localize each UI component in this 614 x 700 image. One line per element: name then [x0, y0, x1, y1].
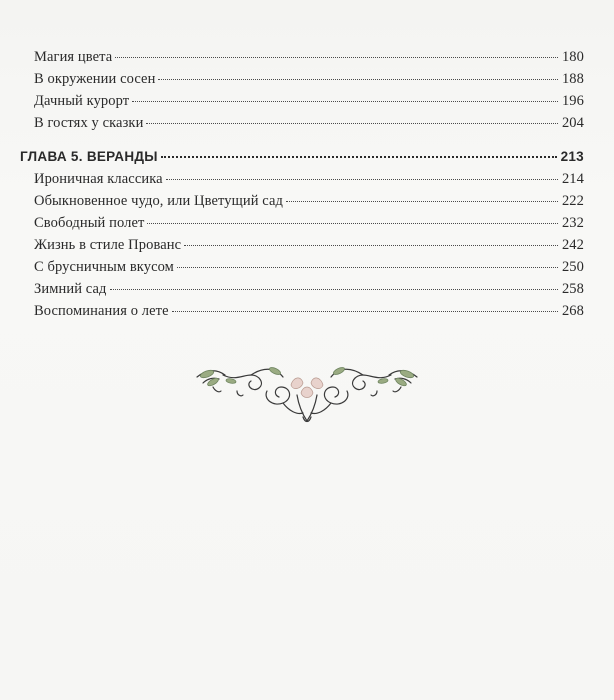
chapter-title: ГЛАВА 5. ВЕРАНДЫ	[20, 149, 158, 164]
toc-entry-page: 242	[561, 237, 584, 253]
chapter-page: 213	[560, 149, 584, 164]
dot-leader	[147, 223, 557, 224]
toc-entry[interactable]	[20, 259, 584, 281]
dot-leader	[286, 201, 558, 202]
toc-entry-title: Обыкновенное чудо, или Цветущий сад	[34, 193, 284, 209]
toc-entry[interactable]	[20, 303, 584, 325]
floral-vignette-icon	[193, 355, 421, 429]
toc-entry[interactable]	[20, 115, 584, 137]
toc-entry[interactable]	[20, 237, 584, 259]
toc-entry-page: 250	[561, 259, 584, 275]
toc-entry-title: С брусничным вкусом	[34, 259, 174, 275]
toc-entry-page: 188	[561, 71, 584, 87]
toc-entry[interactable]	[20, 281, 584, 303]
dot-leader	[177, 267, 558, 268]
toc-entry-title: Магия цвета	[34, 49, 113, 65]
toc-entry-page: 180	[561, 49, 584, 65]
toc-entry[interactable]	[20, 193, 584, 215]
dot-leader	[184, 245, 558, 246]
toc-entry-title: Свободный полет	[34, 215, 145, 231]
toc-entry-title: Ироничная классика	[34, 171, 163, 187]
toc-entry[interactable]	[20, 215, 584, 237]
toc-entry[interactable]	[20, 49, 584, 71]
toc-entry[interactable]	[20, 93, 584, 115]
toc-entry-title: Дачный курорт	[34, 93, 130, 109]
dot-leader	[115, 57, 558, 58]
dot-leader	[172, 311, 558, 312]
toc-entry-page: 196	[561, 93, 584, 109]
toc-entry[interactable]	[20, 71, 584, 93]
toc-entry-page: 268	[561, 303, 584, 319]
dot-leader	[158, 79, 558, 80]
dot-leader	[146, 123, 558, 124]
toc-entry-page: 232	[561, 215, 584, 231]
toc-entry-title: В окружении сосен	[34, 71, 156, 87]
toc-entry-page: 258	[561, 281, 584, 297]
toc-entry-title: Воспоминания о лете	[34, 303, 169, 319]
toc-entry-page: 222	[561, 193, 584, 209]
toc-entry-title: В гостях у сказки	[34, 115, 144, 131]
dot-leader	[110, 289, 558, 290]
table-of-contents	[20, 49, 584, 325]
toc-entry-title: Жизнь в стиле Прованс	[34, 237, 182, 253]
dot-leader	[161, 156, 557, 158]
toc-entry[interactable]	[20, 171, 584, 193]
dot-leader	[132, 101, 558, 102]
toc-entry-title: Зимний сад	[34, 281, 107, 297]
toc-chapter-heading[interactable]	[20, 149, 584, 171]
dot-leader	[166, 179, 558, 180]
toc-entry-page: 204	[561, 115, 584, 131]
toc-entry-page: 214	[561, 171, 584, 187]
